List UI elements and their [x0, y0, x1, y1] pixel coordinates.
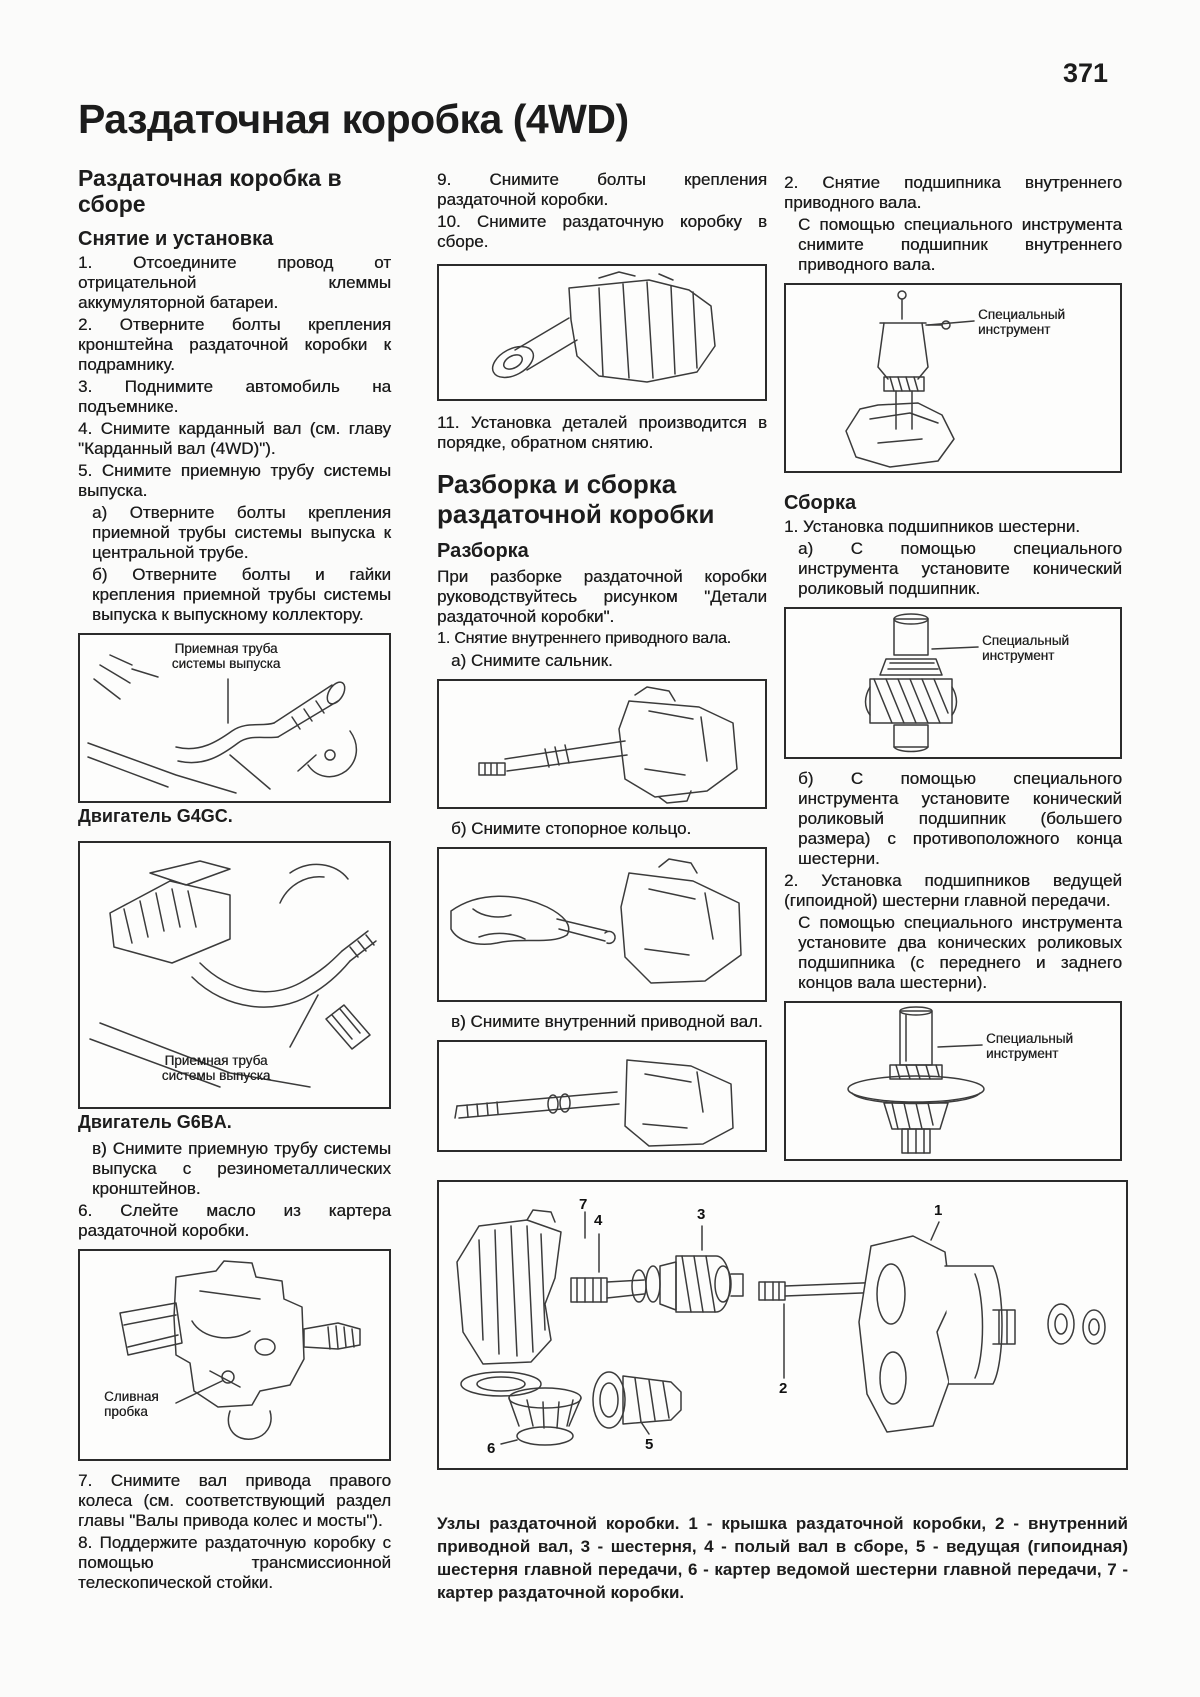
remove-snap-ring-illustration — [439, 849, 765, 1000]
section-heading: Раздаточная коробка в сборе — [78, 165, 342, 217]
paragraph-text: При разборке раздаточной коробки руководствуйтесь рисунком "Детали раздаточной коробки". — [437, 567, 767, 626]
substep-text: в) Снимите внутренний приводной вал. — [451, 1012, 763, 1031]
remove-seal-illustration — [439, 681, 765, 807]
step-text: 8. Поддержите раздаточную коробку с помощью трансмиссионной телескопической стойки. — [78, 1533, 391, 1592]
column-middle — [437, 170, 767, 1154]
step-text: 5. Снимите приемную трубу системы выпуска. — [78, 461, 391, 500]
step-text: 1. Установка подшипников шестерни. — [784, 517, 1080, 536]
section-heading: Разборка и сборка раздаточной коробки — [437, 469, 715, 529]
substep-text: а) Отверните болты крепления приемной трубы системы выпуска к центральной трубе. — [92, 503, 391, 562]
figure-callout-label: Специальный инструмент — [986, 1031, 1073, 1061]
figure-install-bearing — [784, 607, 1122, 759]
figure-install-hypoid-bearings — [784, 1001, 1122, 1161]
figure-exhaust-g6ba — [78, 841, 391, 1109]
figure-exhaust-g4gc — [78, 633, 391, 803]
column-right — [784, 173, 1122, 1163]
step-text: 9. Снимите болты крепления раздаточной коробки. — [437, 170, 767, 209]
part-number-7: 7 — [579, 1196, 588, 1213]
substep-text: б) Снимите стопорное кольцо. — [451, 819, 692, 838]
step-text: 3. Поднимите автомобиль на подъемнике. — [78, 377, 391, 416]
install-hypoid-illustration — [786, 1003, 1120, 1159]
paragraph-text: С помощью специального инструмента снимите подшипник внутреннего приводного вала. — [798, 215, 1122, 274]
exploded-view-caption: Узлы раздаточной коробки. 1 - крышка раздаточной коробки, 2 - внутренний приводной вал, 3 - шестерня, 4 - полый вал в сборе, 5 - ведущая (гипоидная) шестерня главной передачи, 6 - картер ведомой шестерни главной передачи, 7 - картер раздаточной коробки. — [437, 1514, 1128, 1602]
step-text: 11. Установка деталей производится в порядке, обратном снятию. — [437, 413, 767, 452]
figure-callout-label: Приемная труба системы выпуска — [171, 641, 281, 671]
step-text: 10. Снимите раздаточную коробку в сборе. — [437, 212, 767, 251]
substep-text: б) Отверните болты и гайки крепления приемной трубы системы выпуска к выпускному коллектору. — [92, 565, 391, 624]
paragraph-text: С помощью специального инструмента установите два конических роликовых подшипника (с переднего и заднего концов вала шестерни). — [798, 913, 1122, 992]
substep-text: а) С помощью специального инструмента установите конический роликовый подшипник. — [798, 539, 1122, 598]
step-text: 2. Отверните болты крепления кронштейна раздаточной коробки к подрамнику. — [78, 315, 391, 374]
figure-callout-label: Сливная пробка — [104, 1389, 159, 1419]
figure-callout-label: Приемная труба системы выпуска — [161, 1053, 271, 1083]
figure-caption: Двигатель G6BA. — [78, 1112, 232, 1132]
part-number-2: 2 — [779, 1380, 788, 1397]
step-text: 1. Снятие внутреннего приводного вала. — [437, 630, 731, 647]
part-number-1: 1 — [934, 1202, 943, 1219]
figure-remove-seal — [437, 679, 767, 809]
figure-transfer-case — [437, 264, 767, 401]
column-left — [78, 165, 391, 1595]
figure-callout-label: Специальный инструмент — [978, 307, 1065, 337]
page-number: 371 — [1062, 58, 1108, 88]
figure-caption: Двигатель G4GC. — [78, 806, 233, 826]
part-number-4: 4 — [594, 1212, 603, 1229]
step-text: 6. Слейте масло из картера раздаточной коробки. — [78, 1201, 391, 1240]
subsection-heading: Разборка — [437, 540, 529, 562]
drain-plug-illustration — [80, 1251, 389, 1459]
figure-remove-snap-ring — [437, 847, 767, 1002]
substep-text: а) Снимите сальник. — [451, 651, 613, 670]
subsection-heading: Сборка — [784, 492, 857, 514]
substep-text: б) С помощью специального инструмента установите конический роликовый подшипник (большего размера) с противоположного конца шестерни. — [798, 769, 1122, 868]
step-text: 1. Отсоедините провод от отрицательной клеммы аккумуляторной батареи. — [78, 253, 391, 312]
inner-drive-shaft-illustration — [439, 1042, 765, 1150]
install-bearing-illustration — [786, 609, 1120, 757]
figure-inner-drive-shaft — [437, 1040, 767, 1152]
figure-bearing-puller — [784, 283, 1122, 473]
step-text: 2. Установка подшипников ведущей (гипоидной) шестерни главной передачи. — [784, 871, 1122, 910]
page-title: Раздаточная коробка (4WD) — [78, 96, 629, 142]
step-text: 7. Снимите вал привода правого колеса (см. соответствующий раздел главы "Валы привода колес и мосты"). — [78, 1471, 391, 1530]
subsection-heading: Снятие и установка — [78, 228, 274, 250]
figure-callout-label: Специальный инструмент — [982, 633, 1069, 663]
substep-text: в) Снимите приемную трубу системы выпуска с резинометаллических кронштейнов. — [92, 1139, 391, 1198]
figure-exploded-transfer-case — [437, 1180, 1128, 1470]
step-text: 4. Снимите карданный вал (см. главу "Карданный вал (4WD)"). — [78, 419, 391, 458]
exploded-view-illustration — [439, 1182, 1126, 1468]
transfer-case-illustration — [439, 266, 765, 399]
figure-drain-plug — [78, 1249, 391, 1461]
step-text: 2. Снятие подшипника внутреннего приводного вала. — [784, 173, 1122, 212]
part-number-6: 6 — [487, 1440, 496, 1457]
part-number-3: 3 — [697, 1206, 706, 1223]
part-number-5: 5 — [645, 1436, 654, 1453]
